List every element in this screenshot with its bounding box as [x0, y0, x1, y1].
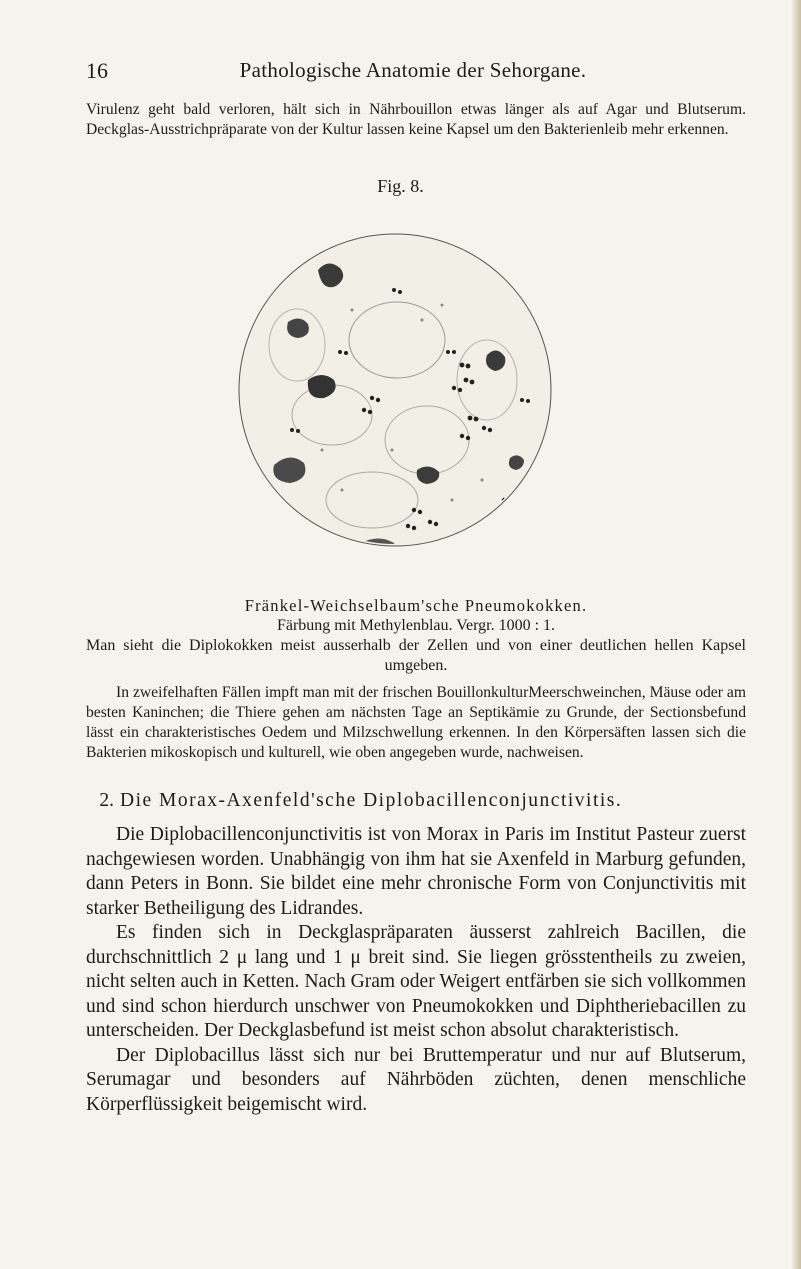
running-title: Pathologische Anatomie der Sehorgane. [239, 58, 587, 82]
body-text [86, 823, 746, 1117]
body-paragraph: Die Diplobacillenconjunctivitis ist von Morax in Paris im Institut Pasteur zuerst nachgewiesen worden. Unabhängig von ihm hat sie Axenfeld in Marburg gefunden, dann Peters in Bonn. Sie bildet eine mehr chronische Form von Conjunctivitis mit starker Betheiligung des Lidrandes. [86, 824, 746, 919]
micrograph-illustration [222, 200, 568, 580]
page-number: 16 [86, 58, 108, 83]
field-of-view-circle [239, 234, 551, 546]
intro-paragraph: Virulenz geht bald verloren, hält sich in Nährbouillon etwas länger als auf Agar und Blutserum. Deckglas-Ausstrichpräparate von der Kultur lassen keine Kapsel um den Bakterienleib mehr erkennen. [86, 101, 746, 138]
figure-caption [86, 596, 746, 676]
caption-staining: Färbung mit Methylenblau. Vergr. 1000 : 1. [276, 617, 556, 634]
caption-description: Man sieht die Diplokokken meist ausserhalb der Zellen und von einer deutlichen hellen Kapsel umgeben. [86, 637, 746, 674]
section-number: 2. [99, 790, 114, 811]
section-heading [86, 790, 746, 812]
micrograph-figure [222, 200, 568, 580]
caption-title: Fränkel-Weichselbaum'sche Pneumokokken. [244, 596, 588, 615]
section-title: Die Morax-Axenfeld'sche Diplobacillenconjunctivitis. [120, 790, 623, 811]
body-paragraph: Der Diplobacillus lässt sich nur bei Bruttemperatur und nur auf Blutserum, Serumagar und besonders auf Nährböden züchten, denen menschliche Körperflüssigkeit beigemischt wird. [86, 1044, 746, 1115]
small-paragraph: In zweifelhaften Fällen impft man mit der frischen BouillonkulturMeerschweinchen, Mäuse oder am besten Kaninchen; die Thiere gehen am nächsten Tage an Septikämie zu Grunde, der Sectionsbefund lässt ein charakteristisches Oedem und Milzschwellung erkennen. In den Körpersäften lassen sich die Bakterien mikoskopisch und kulturell, wie oben angegeben wurde, nachweisen. [86, 684, 746, 761]
page-header [86, 58, 740, 88]
figure-label: Fig. 8. [377, 176, 424, 196]
body-paragraph: Es finden sich in Deckglaspräparaten äusserst zahlreich Bacillen, die durchschnittlich 2 μ lang und 1 μ breit sind. Sie liegen grösstentheils zu zweien, nicht selten auch in Ketten. Nach Gram oder Weigert entfärben sie sich vollkommen und sind schon hierdurch unschwer von Pneumokokken und Diphtheriebacillen zu unterscheiden. Der Deckglasbefund ist meist schon absolut charakteristisch. [86, 922, 746, 1041]
